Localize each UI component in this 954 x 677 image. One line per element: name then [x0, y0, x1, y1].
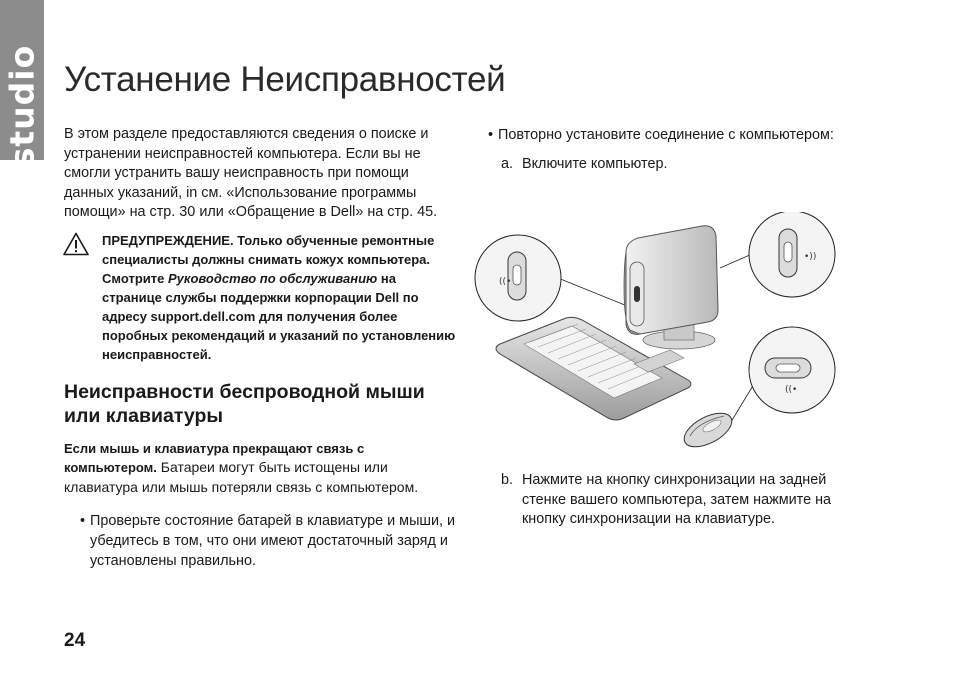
bullet-marker: •: [488, 127, 494, 143]
bullet-text: Повторно установите соединение с компьютером:: [498, 127, 834, 143]
list-item: [488, 471, 858, 530]
step-text: Нажмите на кнопку синхронизации на задней стенке вашего компьютера, затем нажмите на кнопку синхронизации на клавиатуре.: [522, 472, 832, 527]
brand-tab: [0, 0, 44, 168]
warning-triangle-icon: [63, 232, 89, 256]
step-a: [488, 155, 858, 175]
warning-note: [64, 231, 459, 364]
brand-logo-text: studio: [2, 44, 42, 168]
service-manual-title: Руководство по обслуживанию: [167, 270, 378, 286]
svg-text:((•: ((•: [499, 277, 512, 287]
svg-text:((•: ((•: [785, 385, 798, 395]
svg-text:•)): •)): [804, 252, 817, 262]
section-lead: [64, 439, 459, 498]
step-b: [488, 471, 858, 530]
intro-paragraph: В этом разделе предоставляются сведения о поиске и устранении неисправностей компьютера. Если вы не смогли устранить вашу неисправность при помощи данных указаний, in см. «Использование программы помощи» на стр. 30 или «Обращение в Dell» на стр. 45.: [64, 126, 438, 220]
section-title: Неисправности беспроводной мыши или клавиатуры: [64, 380, 425, 427]
page-number: 24: [64, 630, 86, 651]
page-title: Устанение Неисправностей: [64, 60, 506, 99]
lead-text: Батареи могут быть истощены или клавиатура или мышь потеряли связь с компьютером.: [64, 459, 419, 495]
list-item: [80, 511, 459, 571]
computer-icon: [624, 226, 718, 349]
warning-text-end: на странице службы поддержки корпорации Dell по адресу support.dell.com для получения более поробных рекомендаций и указаний по установлению неисправностей.: [102, 270, 456, 362]
sync-illustration: [474, 212, 844, 464]
list-item: [488, 125, 858, 145]
lead-bold-text: Если мышь и клавиатура прекращают связь с компьютером.: [64, 440, 365, 475]
right-column: [488, 125, 858, 175]
step-marker: a.: [501, 156, 514, 172]
left-column: [64, 125, 459, 571]
bullet-marker: •: [80, 513, 86, 529]
step-text: Включите компьютер.: [522, 156, 668, 172]
warning-text: ПРЕДУПРЕЖДЕНИЕ. Только обученные ремонтные специалисты должны снимать кожух компьютера. Смотрите: [102, 232, 435, 286]
bullet-text: Проверьте состояние батарей в клавиатуре и мыши, и убедитесь в том, что они имеют достаточный заряд и установлены правильно.: [90, 513, 456, 569]
step-marker: b.: [501, 472, 514, 488]
mouse-icon: [679, 406, 737, 453]
